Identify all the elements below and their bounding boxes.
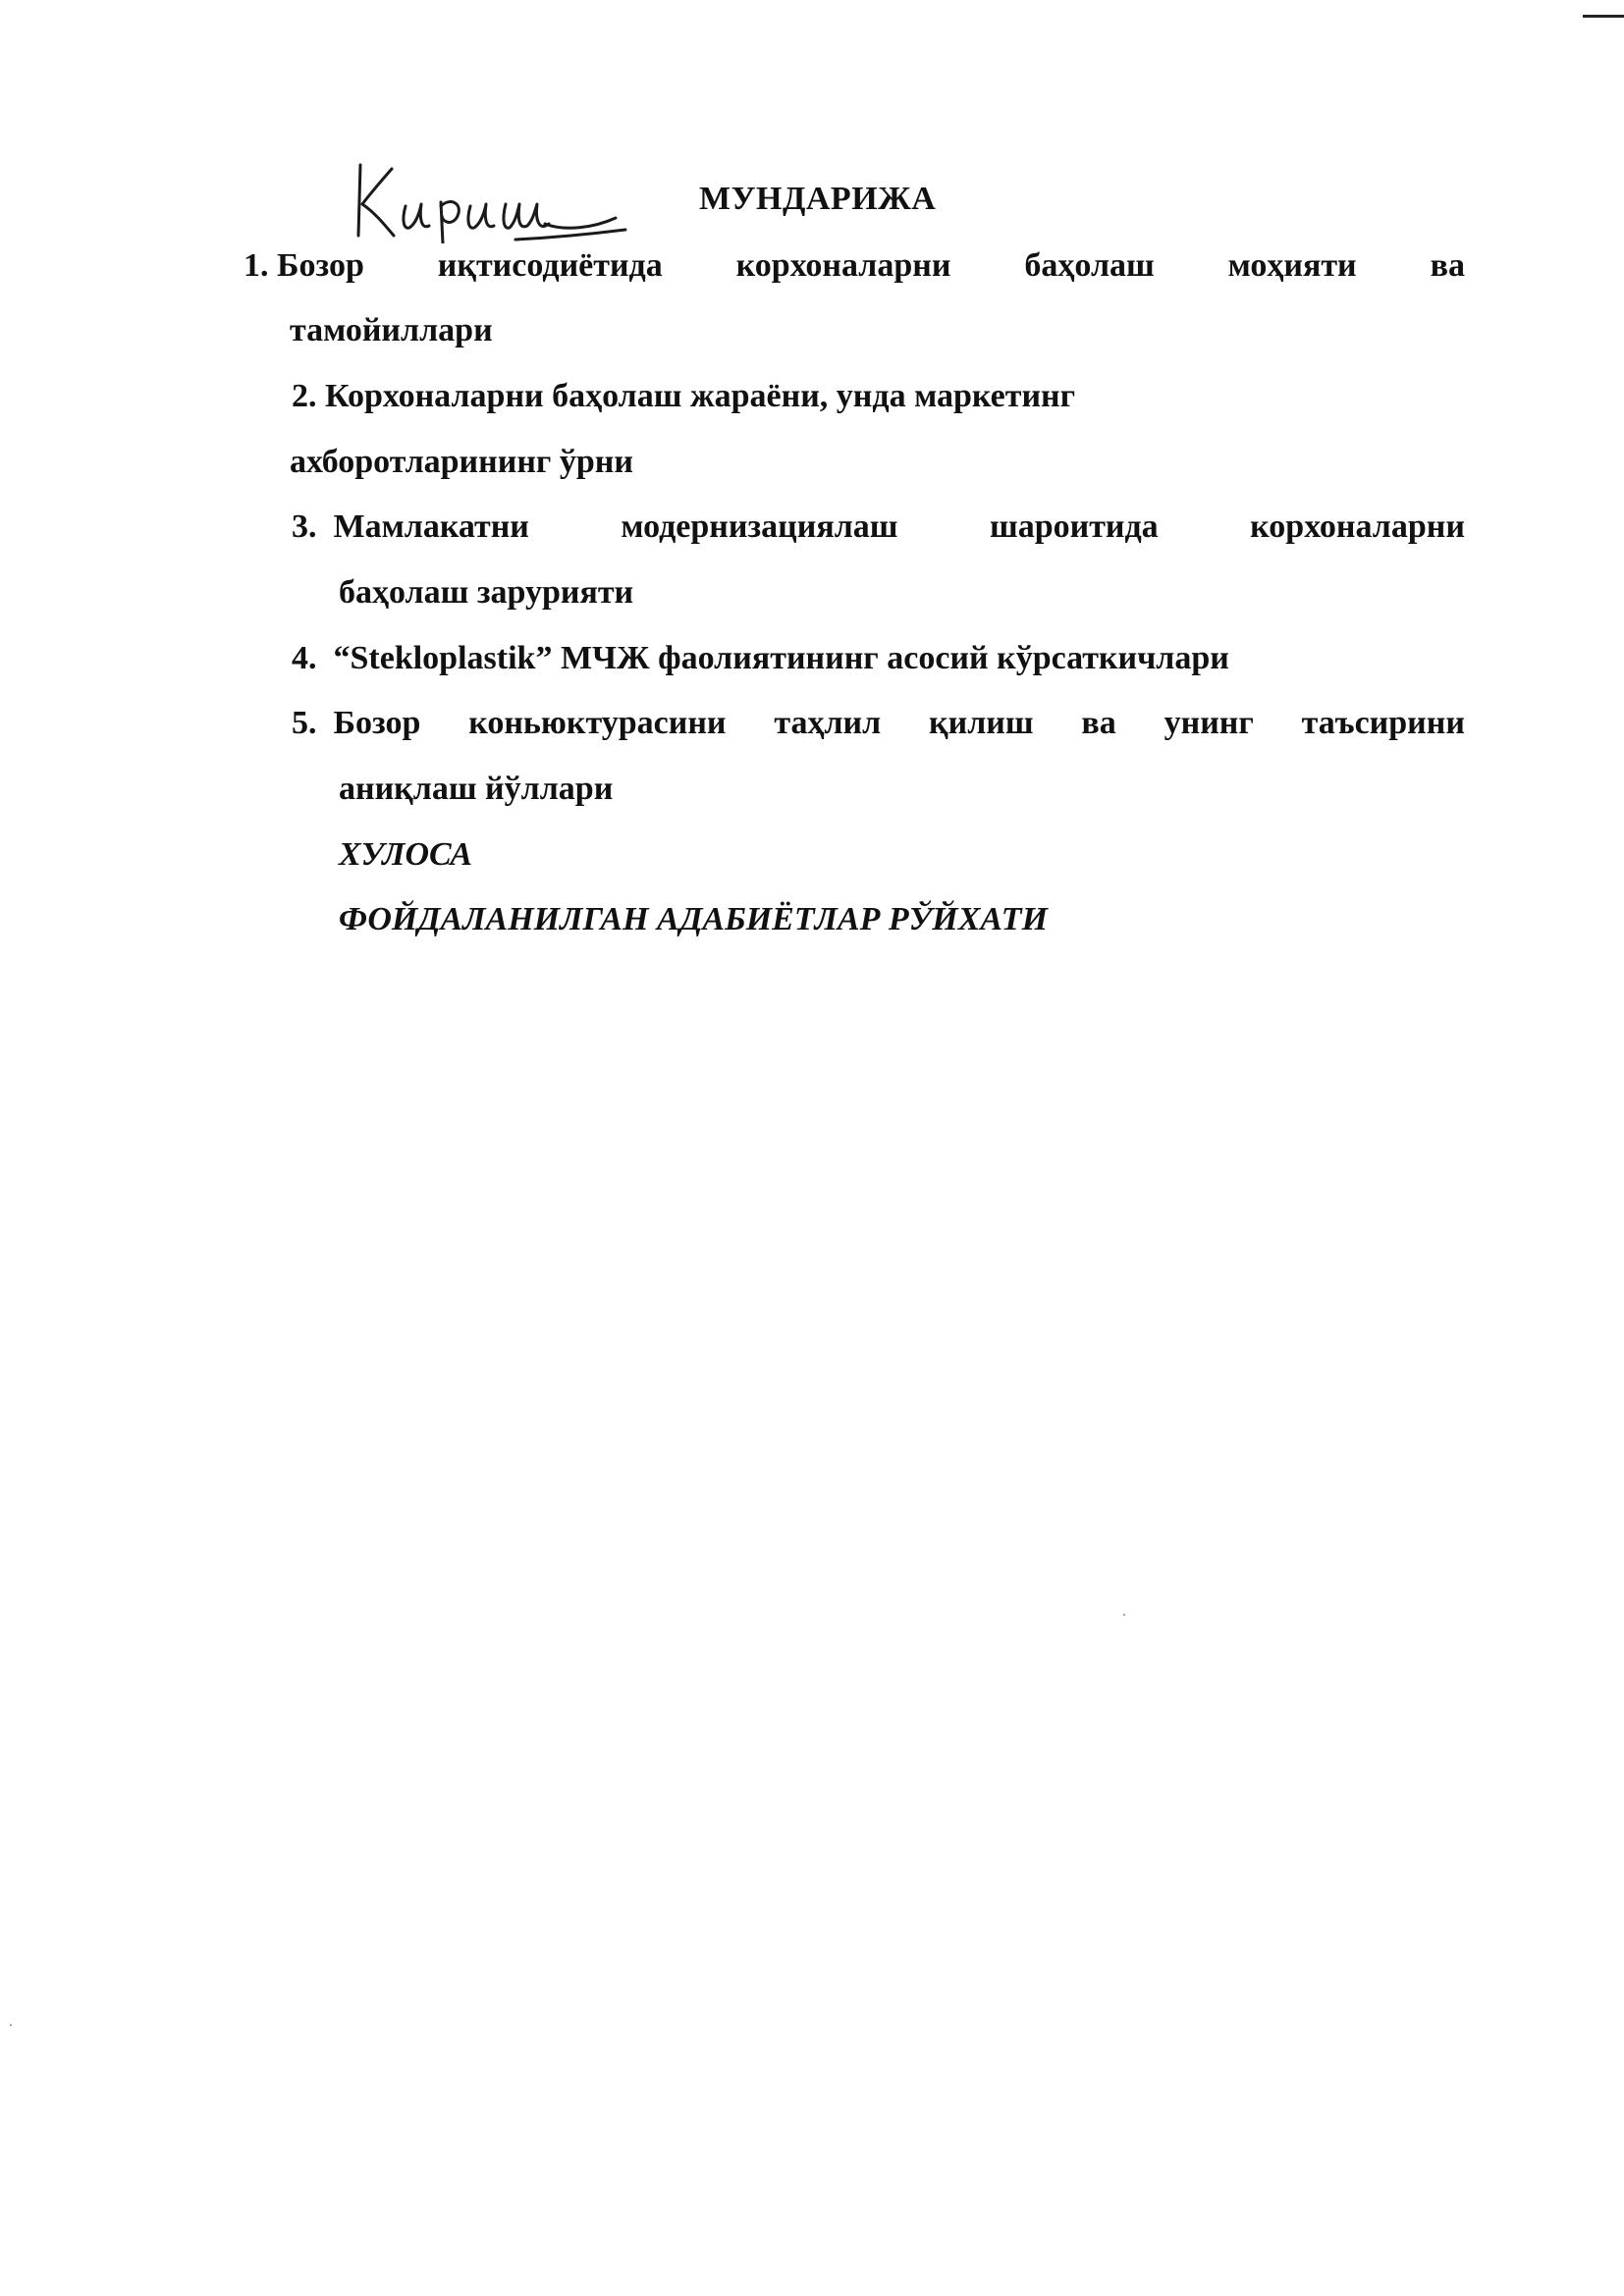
toc-item-3-word: модернизациялаш: [621, 508, 898, 545]
toc-item-4-line: [292, 640, 1229, 677]
toc-item-1-word: корхоналарни: [735, 247, 951, 284]
toc-item-5-word: қилиш: [929, 705, 1034, 741]
toc-item-5-word: 5. Бозор: [292, 705, 421, 741]
scan-speck: [10, 2024, 12, 2026]
toc-item-1-word: иқтисодиётида: [437, 247, 663, 284]
toc-item-5-word: коньюктурасини: [468, 705, 727, 741]
toc-item-3-word: шароитида: [989, 508, 1159, 545]
scan-edge-mark: [1583, 15, 1624, 18]
toc-item-3-word: 3. Мамлакатни: [292, 508, 529, 545]
toc-item-1-word: баҳолаш: [1024, 247, 1155, 284]
scan-speck: [1123, 1614, 1125, 1616]
toc-item-5-word: унинг: [1164, 705, 1254, 741]
toc-item-3-word: корхоналарни: [1250, 508, 1465, 545]
toc-item-3-continuation: баҳолаш зарурияти: [339, 574, 634, 611]
toc-item-5-continuation: аниқлаш йўллари: [339, 771, 614, 807]
toc-item-2-number: 2.: [292, 378, 317, 414]
toc-item-2-text: Корхоналарни баҳолаш жараёни, унда маркетинг: [325, 378, 1076, 414]
toc-item-1-line: [244, 247, 1465, 285]
toc-item-5-line: [292, 705, 1465, 742]
handwritten-annotation: [349, 155, 673, 243]
toc-item-1-word: 1. Бозор: [244, 247, 364, 284]
toc-item-4-number: 4.: [292, 640, 317, 676]
toc-conclusion: ХУЛОСА: [339, 836, 473, 873]
toc-item-4-text: “Stekloplastik” МЧЖ фаолиятининг асосий кўрсаткичлари: [333, 640, 1229, 676]
toc-item-2-line: [292, 378, 1075, 415]
toc-item-2-continuation: ахборотларининг ўрни: [290, 444, 633, 480]
toc-item-5-word: таҳлил: [774, 705, 882, 741]
contents-title: МУНДАРИЖА: [699, 181, 937, 217]
toc-item-5-word: ва: [1081, 705, 1116, 741]
toc-item-1-continuation: тамойиллари: [290, 312, 493, 348]
toc-item-1-word: моҳияти: [1227, 247, 1357, 284]
toc-item-3-line: [292, 508, 1465, 546]
toc-references: ФОЙДАЛАНИЛГАН АДАБИЁТЛАР РЎЙХАТИ: [339, 901, 1049, 937]
toc-item-1-word: ва: [1430, 247, 1465, 284]
toc-item-5-word: таъсирини: [1301, 705, 1465, 741]
